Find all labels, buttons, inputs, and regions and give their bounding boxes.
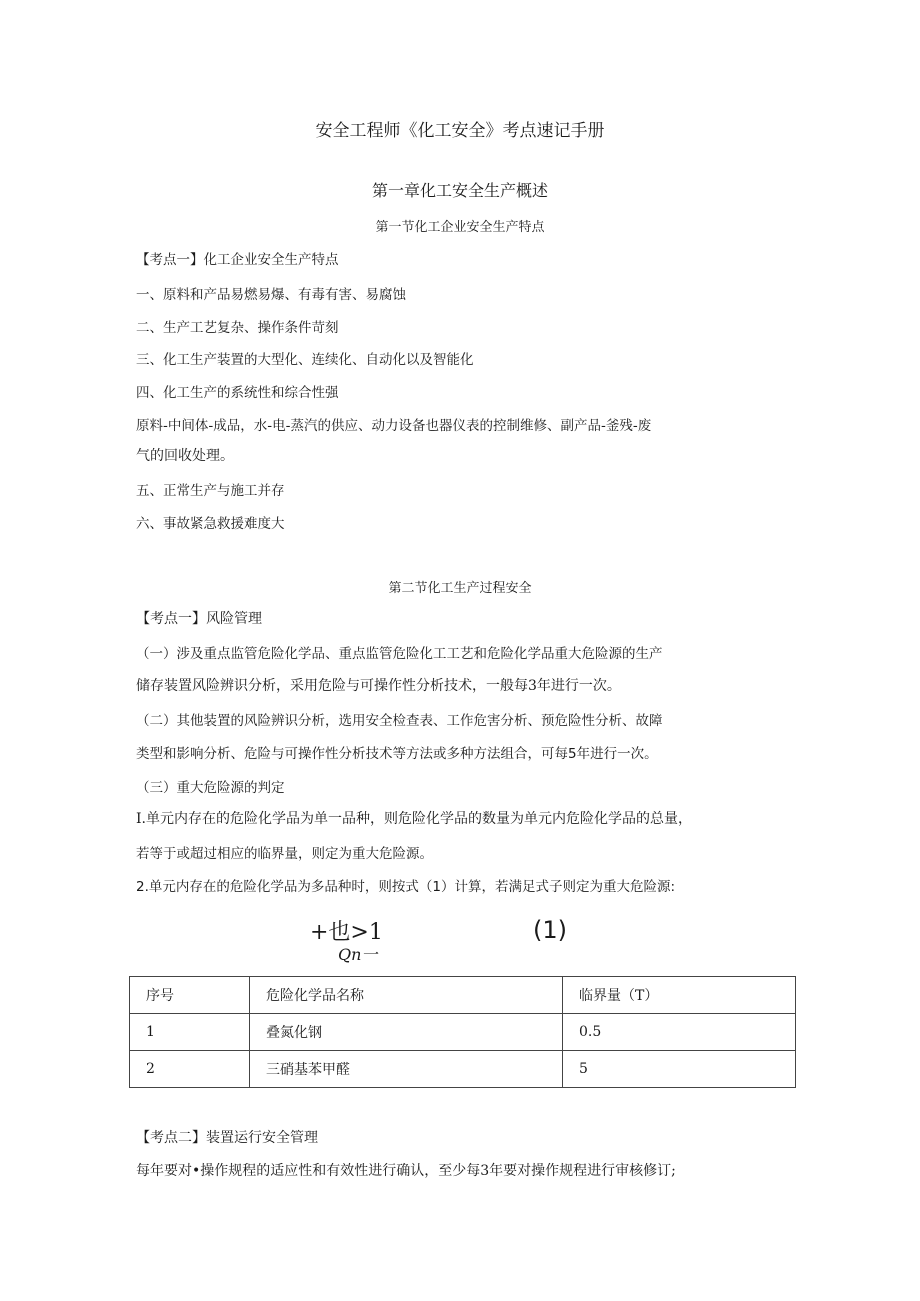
section2-heading: 第二节化工生产过程安全 <box>388 581 532 596</box>
section1-paragraph-line1: 原料-中间体-成品，水-电-蒸汽的供应、动力设备也器仪表的控制维修、副产品-釜残-废 <box>136 418 652 434</box>
section2-point: 【考点一】风险管理 <box>136 611 262 627</box>
table-header-cell: 序号 <box>130 977 250 1014</box>
section1-heading: 第一节化工企业安全生产特点 <box>375 220 545 235</box>
section2-point2: 【考点二】装置运行安全管理 <box>136 1130 318 1146</box>
section1-item-5: 五、正常生产与施工并存 <box>136 483 285 499</box>
section2-line6: I.单元内存在的危险化学品为单一品种，则危险化学品的数量为单元内危险化学品的总量， <box>136 811 692 827</box>
formula-main: +也>1 <box>310 920 383 945</box>
table-cell: 2 <box>130 1051 250 1088</box>
section1-point: 【考点一】化工企业安全生产特点 <box>136 252 339 268</box>
section1-item-4: 四、化工生产的系统性和综合性强 <box>136 385 339 401</box>
section2-line4: 类型和影响分析、危险与可操作性分析技术等方法或多种方法组合，可每5年进行一次。 <box>136 746 658 762</box>
section1-item-2: 二、生产工艺复杂、操作条件苛刻 <box>136 320 339 336</box>
table-cell: 1 <box>130 1014 250 1051</box>
section2-line5: （三）重大危险源的判定 <box>136 780 285 796</box>
section2-line8: 2.单元内存在的危险化学品为多品种时，则按式（1）计算，若满足式子则定为重大危险源: <box>136 879 676 895</box>
table-header-cell: 临界量（T） <box>563 977 796 1014</box>
table-cell: 0.5 <box>563 1014 796 1051</box>
section2-line2: 储存装置风险辨识分析，采用危险与可操作性分析技术，一般每3年进行一次。 <box>136 678 621 694</box>
formula-number: (1) <box>533 916 567 944</box>
table-header-row <box>130 977 796 1014</box>
table-header-cell: 危险化学品名称 <box>250 977 563 1014</box>
table-row <box>130 1014 796 1051</box>
section1-item-6: 六、事故紧急救援难度大 <box>136 516 285 532</box>
chapter-title: 第一章化工安全生产概述 <box>371 181 548 200</box>
section1-item-3: 三、化工生产装置的大型化、连续化、自动化以及智能化 <box>136 352 474 368</box>
section1-item-1: 一、原料和产品易燃易爆、有毒有害、易腐蚀 <box>136 287 406 303</box>
table-cell: 5 <box>563 1051 796 1088</box>
critical-quantity-table <box>129 976 796 1088</box>
section2-line3: （二）其他装置的风险辨识分析，选用安全检查表、工作危害分析、预危险性分析、故障 <box>136 713 663 729</box>
document-title: 安全工程师《化工安全》考点速记手册 <box>315 121 605 141</box>
table-row <box>130 1051 796 1088</box>
section1-paragraph-line2: 气的回收处理。 <box>136 448 234 464</box>
section2-line7: 若等于或超过相应的临界量，则定为重大危险源。 <box>136 846 433 862</box>
section2-line1: （一）涉及重点监管危险化学品、重点监管危险化工工艺和危险化学品重大危险源的生产 <box>136 646 663 662</box>
section2-line9: 每年要对•操作规程的适应性和有效性进行确认，至少每3年要对操作规程进行审核修订; <box>136 1163 676 1179</box>
table-cell: 叠氮化钢 <box>250 1014 563 1051</box>
formula-subscript: Qn一 <box>338 945 378 964</box>
table-cell: 三硝基苯甲醛 <box>250 1051 563 1088</box>
